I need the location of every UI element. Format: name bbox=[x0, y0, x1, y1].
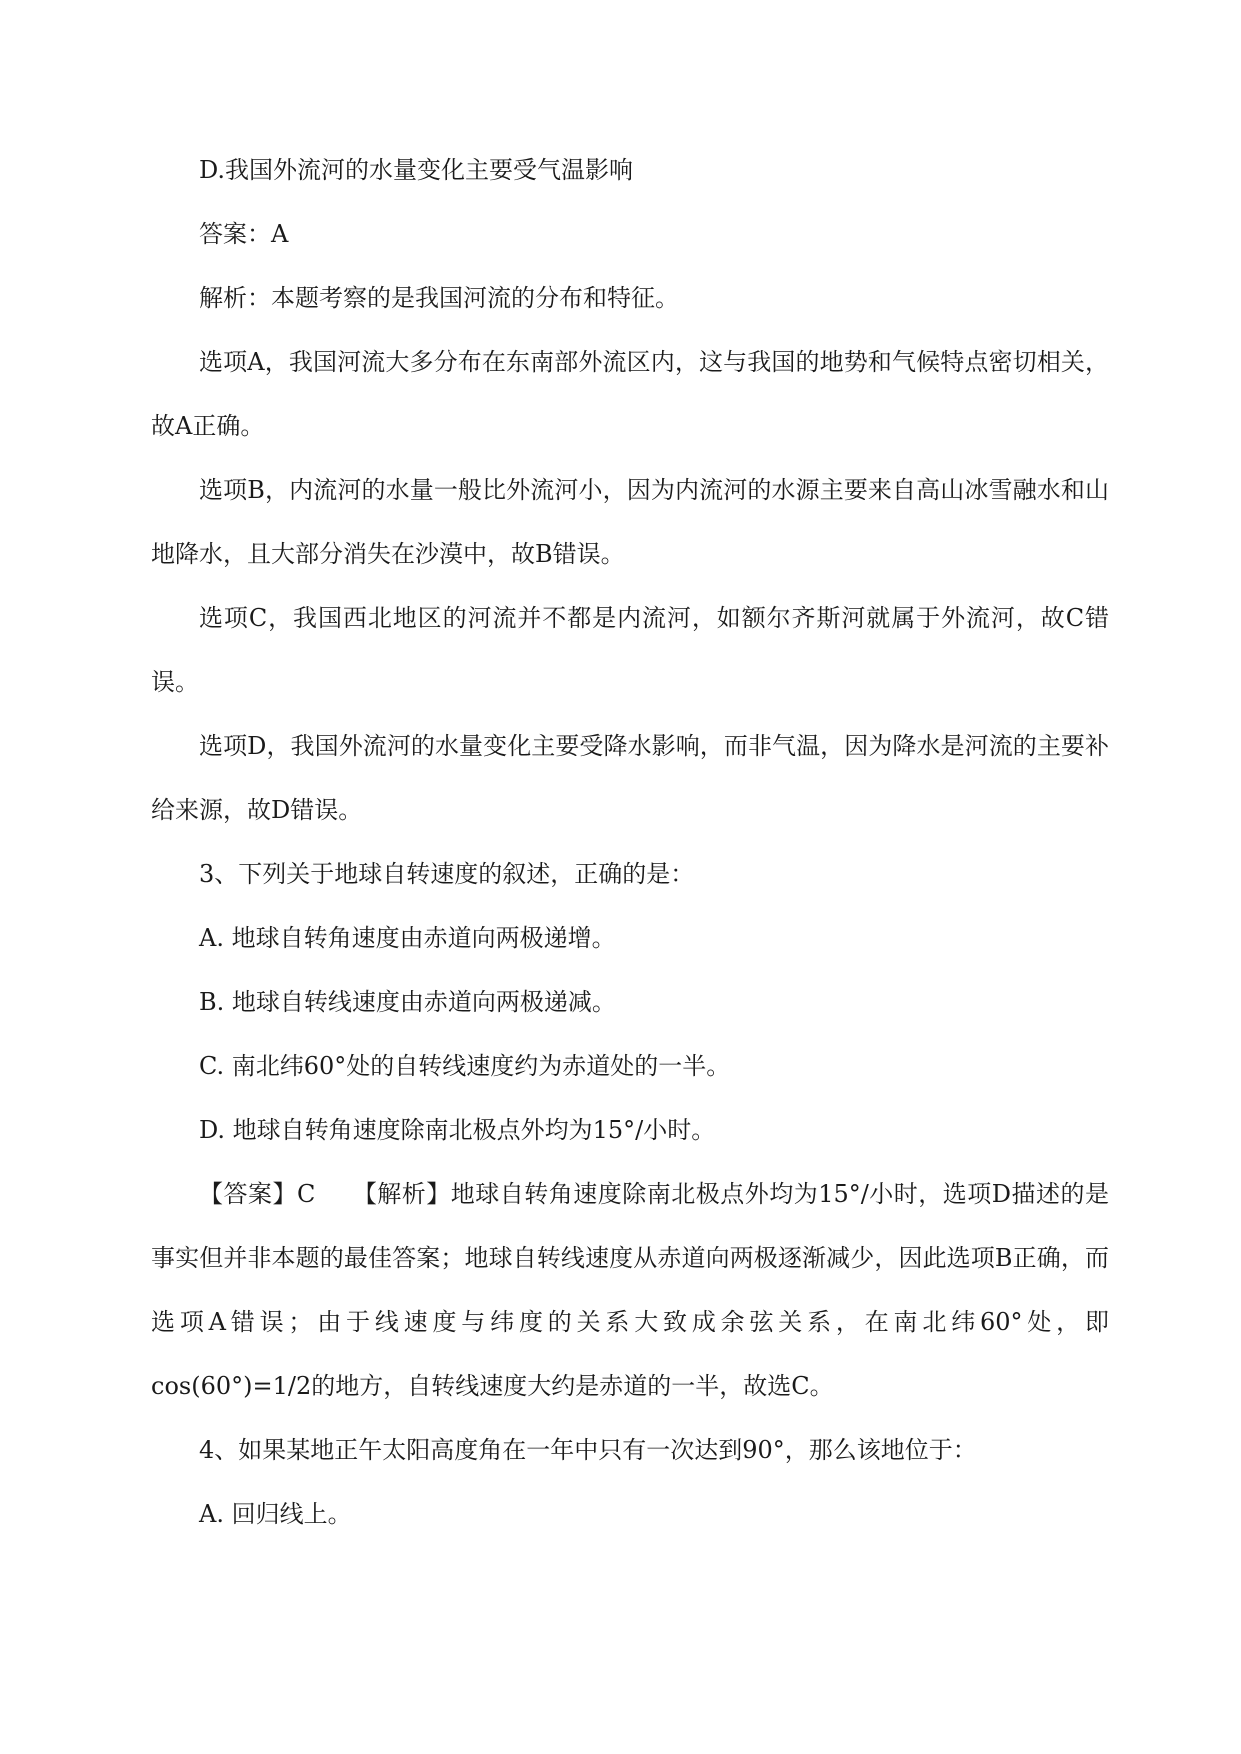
analysis-option-d: 选项D，我国外流河的水量变化主要受降水影响，而非气温，因为降水是河流的主要补给来源，故D错误。 bbox=[151, 732, 1109, 824]
analysis-option-c: 选项C，我国西北地区的河流并不都是内流河，如额尔齐斯河就属于外流河，故C错误。 bbox=[151, 604, 1109, 696]
q3-option-a: A. 地球自转角速度由赤道向两极递增。 bbox=[199, 924, 616, 952]
document-page bbox=[151, 138, 1109, 1546]
analysis-option-b: 选项B，内流河的水量一般比外流河小，因为内流河的水源主要来自高山冰雪融水和山地降水，且大部分消失在沙漠中，故B错误。 bbox=[151, 476, 1109, 568]
option-d-original: D.我国外流河的水量变化主要受气温影响 bbox=[199, 156, 634, 184]
analysis-intro: 解析：本题考察的是我国河流的分布和特征。 bbox=[199, 284, 679, 312]
answer-line: 答案：A bbox=[199, 220, 289, 248]
question-4: 4、如果某地正午太阳高度角在一年中只有一次达到90°，那么该地位于： bbox=[199, 1436, 977, 1464]
q4-option-a: A. 回归线上。 bbox=[199, 1500, 352, 1528]
q3-option-b: B. 地球自转线速度由赤道向两极递减。 bbox=[199, 988, 616, 1016]
q3-option-c: C. 南北纬60°处的自转线速度约为赤道处的一半。 bbox=[199, 1052, 731, 1080]
question-3: 3、下列关于地球自转速度的叙述，正确的是： bbox=[199, 860, 695, 888]
q3-answer-analysis: 【答案】C 【解析】地球自转角速度除南北极点外均为15°/小时，选项D描述的是事实但并非本题的最佳答案；地球自转线速度从赤道向两极逐渐减少，因此选项B正确，而选项A错误；由于线速度与纬度的关系大致成余弦关系，在南北纬60°处，即cos(60°)=1/2的地方，自转线速度大约是赤道的一半，故选C。 bbox=[151, 1180, 1109, 1400]
q3-option-d: D. 地球自转角速度除南北极点外均为15°/小时。 bbox=[199, 1116, 716, 1144]
analysis-option-a: 选项A，我国河流大多分布在东南部外流区内，这与我国的地势和气候特点密切相关，故A正确。 bbox=[151, 348, 1109, 440]
